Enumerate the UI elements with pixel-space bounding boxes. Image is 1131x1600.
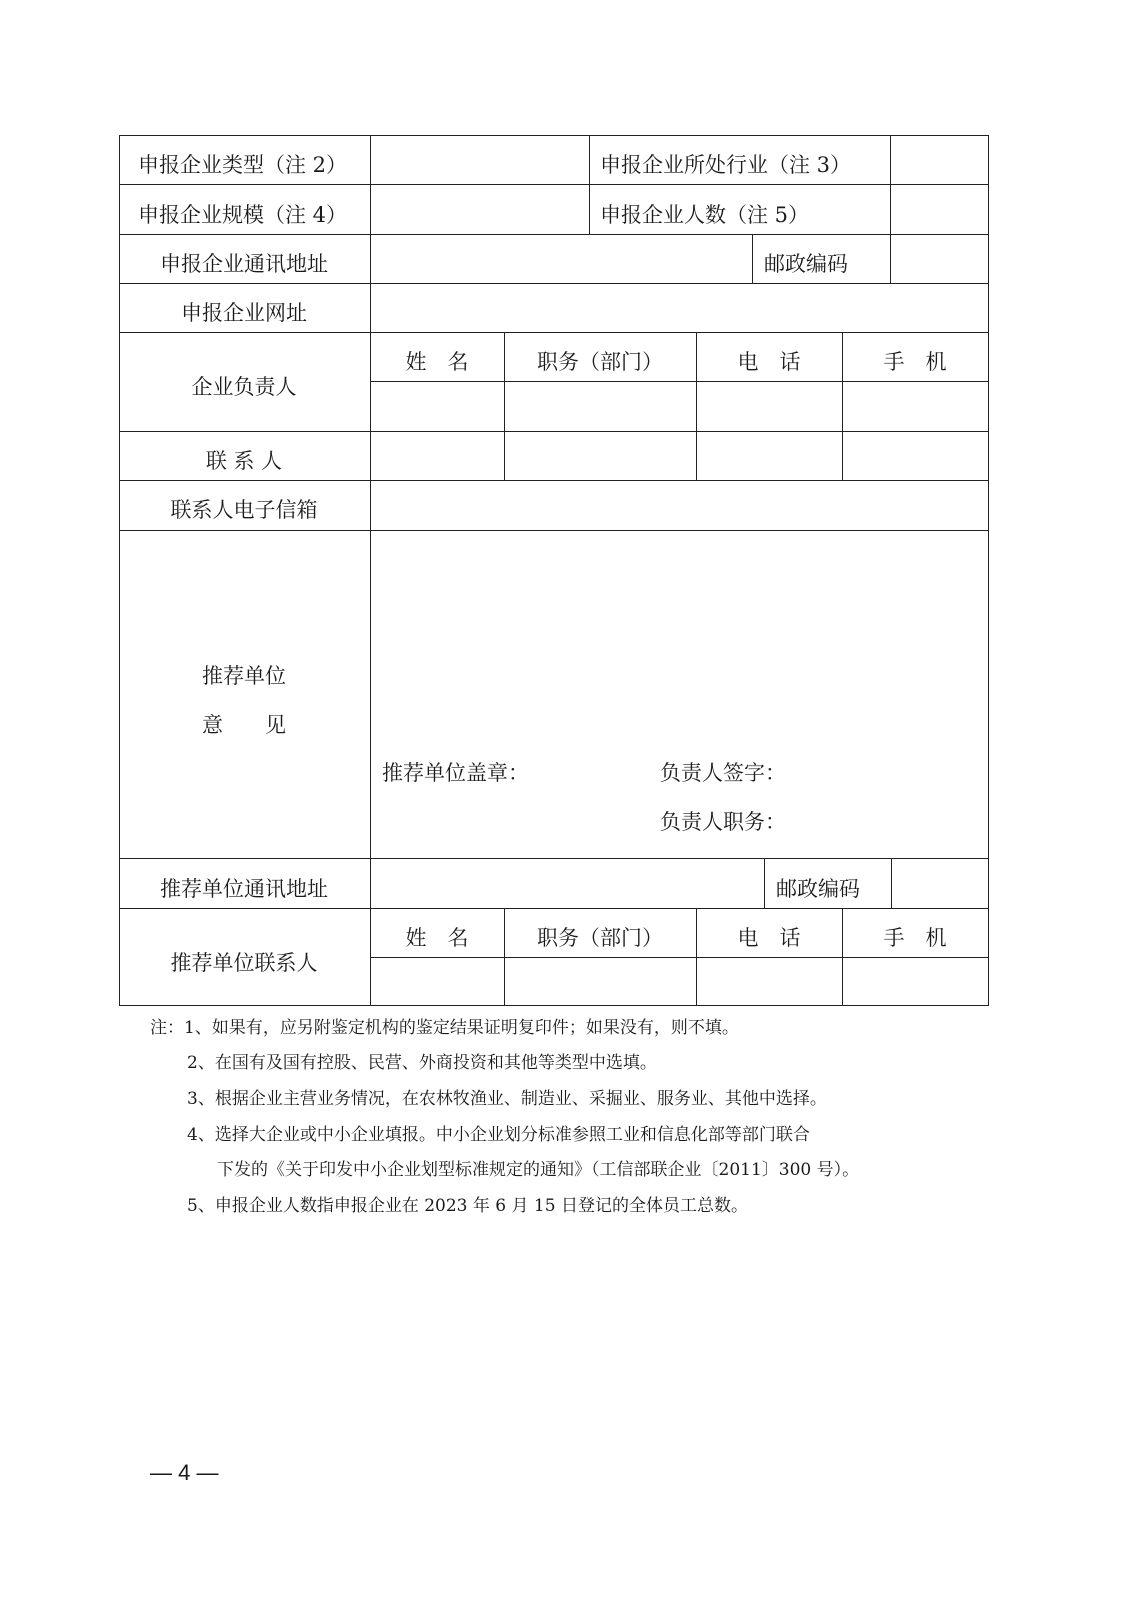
contact-label: 联 系 人 <box>205 449 283 473</box>
col-position-header: 职务（部门） <box>537 926 663 950</box>
note-4: 4、选择大企业或中小企业填报。中小企业划分标准参照工业和信息化部等部门联合 <box>187 1125 810 1145</box>
table-rule <box>504 908 505 1005</box>
table-rule <box>504 332 505 480</box>
leader-name-field[interactable] <box>372 383 503 430</box>
table-rule <box>119 135 120 1006</box>
recommender-opinion-field[interactable] <box>372 532 987 752</box>
table-rule <box>119 908 989 909</box>
industry-field[interactable] <box>892 137 987 183</box>
table-rule <box>119 234 989 235</box>
table-rule <box>842 908 843 1005</box>
table-rule <box>988 135 989 1006</box>
seal-label: 推荐单位盖章： <box>382 761 529 785</box>
col-mobile-header: 手 机 <box>883 926 947 950</box>
address-field[interactable] <box>372 236 751 282</box>
note-1: 注：1、如果有，应另附鉴定机构的鉴定结果证明复印件；如果没有，则不填。 <box>150 1018 739 1038</box>
scale-label: 申报企业规模（注 4） <box>138 203 348 227</box>
contact-email-label: 联系人电子信箱 <box>170 498 318 522</box>
postcode-field[interactable] <box>892 236 987 282</box>
contact-position-field[interactable] <box>506 433 695 479</box>
recommender-contact-position-field[interactable] <box>506 959 695 1004</box>
recommender-postcode-field[interactable] <box>893 860 987 907</box>
col-position-header: 职务（部门） <box>537 350 663 374</box>
industry-label: 申报企业所处行业（注 3） <box>600 153 852 177</box>
table-rule <box>890 135 891 234</box>
table-rule <box>119 283 989 284</box>
postcode-label: 邮政编码 <box>764 252 848 276</box>
recommender-contact-mobile-field[interactable] <box>844 959 987 1004</box>
col-name-header: 姓 名 <box>405 926 469 950</box>
table-rule <box>589 135 590 234</box>
col-phone-header: 电 话 <box>737 926 801 950</box>
address-label: 申报企业通讯地址 <box>160 252 328 276</box>
col-phone-header: 电 话 <box>737 350 801 374</box>
recommender-contact-phone-field[interactable] <box>698 959 841 1004</box>
recommender-opinion-label-2: 意 见 <box>202 713 286 737</box>
table-rule <box>696 908 697 1005</box>
leader-position-label: 负责人职务： <box>660 810 786 834</box>
recommender-opinion-label: 推荐单位 <box>202 664 286 688</box>
leader-phone-field[interactable] <box>698 383 841 430</box>
table-rule <box>370 381 989 382</box>
headcount-field[interactable] <box>892 186 987 233</box>
table-rule <box>119 184 989 185</box>
table-rule <box>370 135 371 1006</box>
recommender-postcode-label: 邮政编码 <box>776 877 860 901</box>
table-rule <box>752 234 753 283</box>
contact-name-field[interactable] <box>372 433 503 479</box>
table-rule <box>842 332 843 480</box>
table-rule <box>119 530 989 531</box>
note-4-continued: 下发的《关于印发中小企业划型标准规定的通知》（工信部联企业〔2011〕300 号）。 <box>217 1160 860 1180</box>
headcount-label: 申报企业人数（注 5） <box>600 203 810 227</box>
recommender-address-label: 推荐单位通讯地址 <box>160 877 328 901</box>
col-mobile-header: 手 机 <box>883 350 947 374</box>
enterprise-type-field[interactable] <box>372 137 588 183</box>
recommender-contact-name-field[interactable] <box>372 959 503 1004</box>
leader-mobile-field[interactable] <box>844 383 987 430</box>
table-rule <box>370 957 989 958</box>
table-rule <box>890 234 891 283</box>
scale-field[interactable] <box>372 186 588 233</box>
recommender-contact-label: 推荐单位联系人 <box>170 951 318 975</box>
table-rule <box>119 431 989 432</box>
table-rule <box>764 858 765 908</box>
contact-email-field[interactable] <box>372 482 987 529</box>
signature-label: 负责人签字： <box>660 761 786 785</box>
table-rule <box>891 858 892 908</box>
table-rule <box>119 480 989 481</box>
recommender-address-field[interactable] <box>372 860 763 907</box>
table-rule <box>119 135 989 136</box>
contact-phone-field[interactable] <box>698 433 841 479</box>
enterprise-type-label: 申报企业类型（注 2） <box>138 153 348 177</box>
leader-position-field[interactable] <box>506 383 695 430</box>
table-rule <box>119 1005 989 1006</box>
note-3: 3、根据企业主营业务情况，在农林牧渔业、制造业、采掘业、服务业、其他中选择。 <box>187 1089 827 1109</box>
website-label: 申报企业网址 <box>181 301 307 325</box>
table-rule <box>119 858 989 859</box>
note-5: 5、申报企业人数指申报企业在 2023 年 6 月 15 日登记的全体员工总数。 <box>187 1196 748 1216</box>
note-2: 2、在国有及国有控股、民营、外商投资和其他等类型中选填。 <box>187 1053 657 1073</box>
page-number: — 4 — <box>150 1460 219 1485</box>
leader-label: 企业负责人 <box>191 375 297 399</box>
website-field[interactable] <box>372 285 987 331</box>
contact-mobile-field[interactable] <box>844 433 987 479</box>
table-rule <box>119 332 989 333</box>
col-name-header: 姓 名 <box>405 350 469 374</box>
table-rule <box>696 332 697 480</box>
